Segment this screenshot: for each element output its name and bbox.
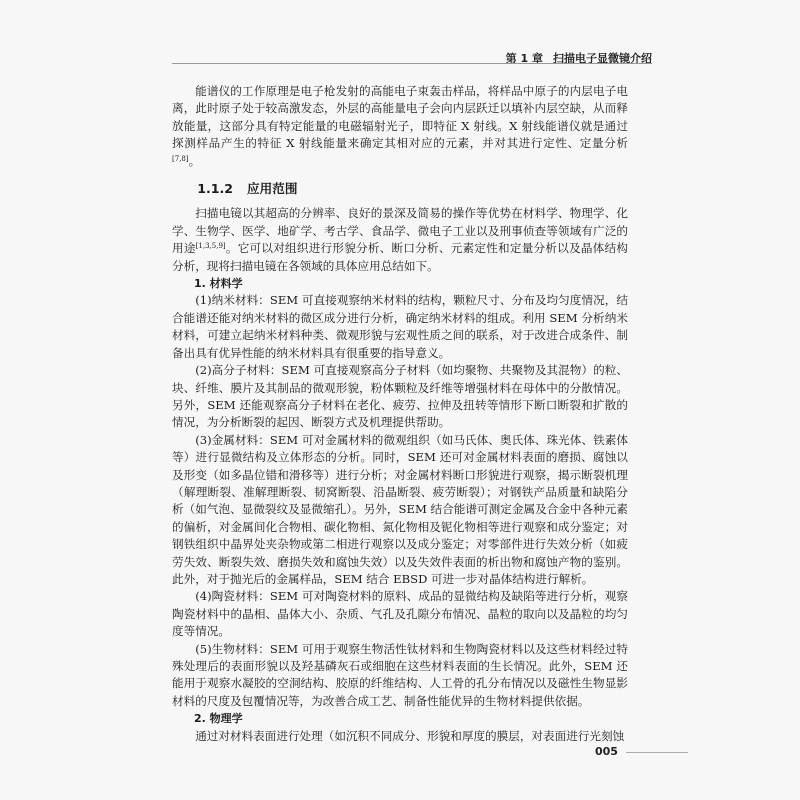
- physics-paragraph: 通过对材料表面进行处理（如沉积不同成分、形貌和厚度的膜层，对表面进行光刻蚀: [195, 728, 625, 743]
- intro-tail: 。: [188, 153, 201, 168]
- page-number: 005: [595, 745, 618, 758]
- materials-paragraph-bio: (5)生物材料：SEM 可用于观察生物活性钛材料和生物陶瓷材料以及这些材料经过特殊处理后的表面形貌以及羟基磷灰石或细胞在这些材料表面的生长情况。此外，SEM 还能用于观察水凝胶的空洞结构、胶原的纤维结构、人工骨的孔分布情况以及磁性生物显影材料的尺度及包覆情况等，为改善合成工艺、制备性能优异的生物材料提供依据。: [172, 641, 628, 708]
- section-heading: [172, 180, 628, 197]
- header-rule: [172, 63, 652, 64]
- overview-citation: [1,3,5,9]: [195, 242, 226, 251]
- header-title: 扫描电子显微镜介绍: [553, 52, 652, 65]
- section-number: 1.1.2: [197, 181, 234, 197]
- intro-paragraph: [172, 83, 628, 170]
- page-body: [172, 83, 628, 745]
- intro-text: 能谱仪的工作原理是电子枪发射的高能电子束轰击样品，将样品中原子的内层电子电离，此时原子处于较高激发态，外层的高能量电子会向内层跃迁以填补内层空缺，从而释放能量，这部分具有特定能量的电磁辐射光子，即特征 X 射线。X 射线能谱仪就是通过探测样品产生的特征 X 射线能量来确定其相对应的元素，并对其进行定性、定量分析: [172, 84, 628, 151]
- header-chapter: 第 1 章: [505, 52, 543, 65]
- materials-paragraph-ceramic: (4)陶瓷材料：SEM 可对陶瓷材料的原料、成品的显微结构及缺陷等进行分析，观察陶瓷材料中的晶相、晶体大小、杂质、气孔及孔隙分布情况、晶粒的取向以及晶粒的均匀度等情况。: [172, 589, 628, 639]
- materials-paragraph-metal: (3)金属材料：SEM 可对金属材料的微观组织（如马氏体、奥氏体、珠光体、铁素体等）进行显微结构及立体形态的分析。同时，SEM 还可对金属材料表面的磨损、腐蚀以及形变（如多晶位错和滑移等）进行分析；对金属材料断口形貌进行观察，揭示断裂机理（解理断裂、准解理断裂、韧窝断裂、沿晶断裂、疲劳断裂）；对钢铁产品质量和缺陷分析（如气泡、显微裂纹及显微缩孔）。另外，SEM 结合能谱可测定金属及合金中各种元素的偏析，对金属间化合物相、碳化物相、氮化物相及铌化物相等进行观察和成分鉴定；对钢铁组织中晶界处夹杂物或第二相进行观察以及成分鉴定；对零部件进行失效分析（如疲劳失效、断裂失效、磨损失效和腐蚀失效）以及失效件表面的析出物和腐蚀产物的鉴别。此外，对于抛光后的金属样品，SEM 结合 EBSD 可进一步对晶体结构进行解析。: [172, 432, 628, 586]
- intro-citation: [7,8]: [172, 154, 189, 163]
- overview-paragraph: [172, 205, 628, 275]
- section-title: 应用范围: [247, 181, 298, 197]
- overview-tail: 。它可以对组织进行形貌分析、断口分析、元素定性和定量分析以及晶体结构分析，现将扫描电镜在各领域的具体应用总结如下。: [172, 241, 628, 273]
- footer-rule: [626, 752, 688, 753]
- materials-paragraph-nano: (1)纳米材料：SEM 可直接观察纳米材料的结构，颗粒尺寸、分布及均匀度情况，结合能谱还能对纳米材料的微区成分进行分析，确定纳米材料的组成。利用 SEM 分析纳米材料，可建立起纳米材料种类、微观形貌与宏观性质之间的联系，对于改进合成条件、制备出具有优异性能的纳米材料具有很重要的指导意义。: [172, 293, 628, 360]
- materials-paragraph-polymer: (2)高分子材料：SEM 可直接观察高分子材料（如均聚物、共聚物及其混物）的粒、块、纤维、膜片及其制品的微观形貌，粉体颗粒及纤维等增强材料在母体中的分散情况。另外，SEM 还能观察高分子材料在老化、疲劳、拉伸及扭转等情形下断口断裂和扩散的情况，为分析断裂的起因、断裂方式及机理提供帮助。: [172, 363, 628, 430]
- materials-heading: 1. 材料学: [194, 277, 243, 291]
- overview-text: 扫描电镜以其超高的分辨率、良好的景深及简易的操作等优势在材料学、物理学、化学、生物学、医学、地矿学、考古学、食品学、微电子工业以及刑事侦查等领域有广泛的用途: [172, 206, 628, 256]
- physics-heading: 2. 物理学: [194, 712, 243, 726]
